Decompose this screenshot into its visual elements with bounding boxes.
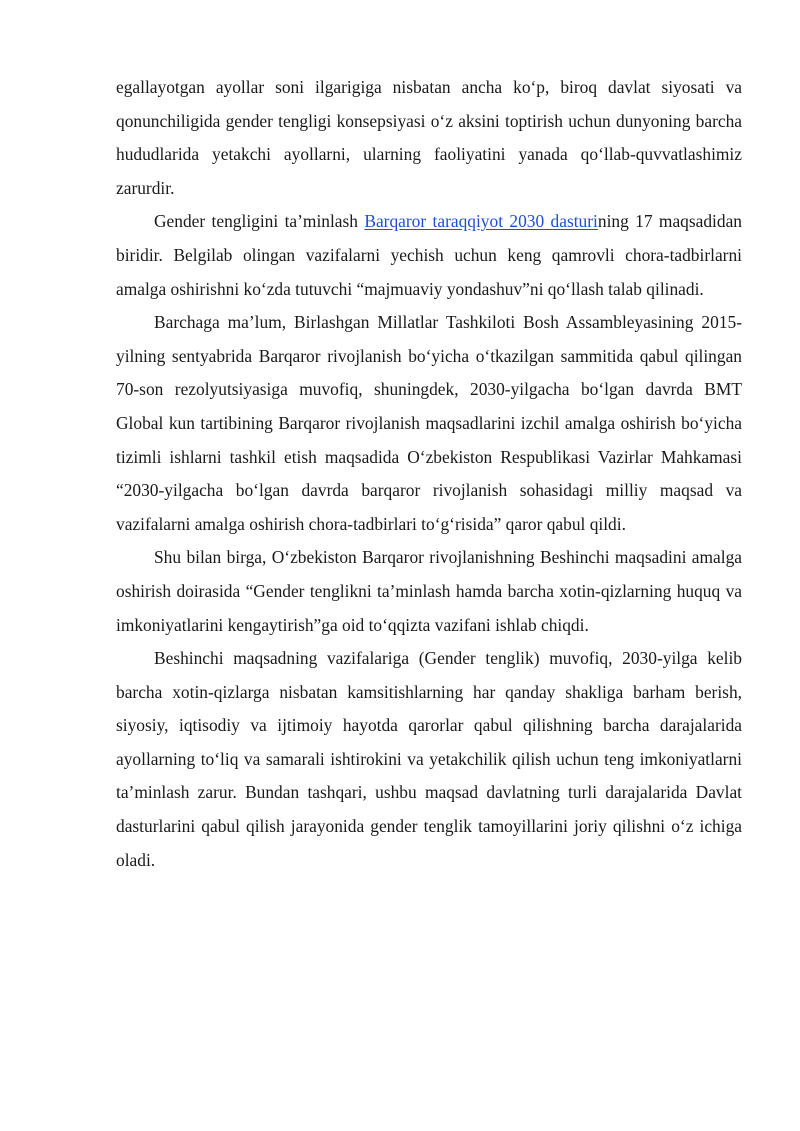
paragraph-2-tail: ning 17 maqsadidan biridir. Belgilab olingan vazifalarni yechish uchun keng qamrovli chora-tadbirlarni amalga oshirishni ko‘zda tutuvchi “majmuaviy yondashuv”ni qo‘llash talab qilinadi. bbox=[116, 211, 742, 299]
document-body bbox=[116, 71, 742, 877]
paragraph-3: Barchaga ma’lum, Birlashgan Millatlar Tashkiloti Bosh Assambleyasining 2015-yilning sentyabrida Barqaror rivojlanish bo‘yicha o‘tkazilgan sammitida qabul qilingan 70-son rezolyutsiyasiga muvofiq, shuningdek, 2030-yilgacha bo‘lgan davrda BMT Global kun tartibining Barqaror rivojlanish maqsadlarini izchil amalga oshirish bo‘yicha tizimli ishlarni tashkil etish maqsadida O‘zbekiston Respublikasi Vazirlar Mahkamasi “2030-yilgacha bo‘lgan davrda barqaror rivojlanish sohasidagi milliy maqsad va vazifalarni amalga oshirish chora-tadbirlari to‘g‘risida” qaror qabul qildi. bbox=[116, 312, 742, 534]
paragraph-2 bbox=[116, 205, 742, 306]
paragraph-1: egallayotgan ayollar soni ilgarigiga nisbatan ancha ko‘p, biroq davlat siyosati va qonunchiligida gender tengligi konsepsiyasi o‘z aksini toptirish uchun dunyoning barcha hududlarida yetakchi ayollarni, ularning faoliyatini yanada qo‘llab-quvvatlashimiz zarurdir. bbox=[116, 77, 742, 198]
paragraph-2-lead: Gender tengligini ta’minlash bbox=[154, 211, 365, 232]
paragraph-5: Beshinchi maqsadning vazifalariga (Gender tenglik) muvofiq, 2030-yilga kelib barcha xotin-qizlarga nisbatan kamsitishlarning har qanday shakliga barham berish, siyosiy, iqtisodiy va ijtimoiy hayotda qarorlar qabul qilishning barcha darajalarida ayollarning to‘liq va samarali ishtirokini va yetakchilik qilish uchun teng imkoniyatlarni ta’minlash zarur. Bundan tashqari, ushbu maqsad davlatning turli darajalarida Davlat dasturlarini qabul qilish jarayonida gender tenglik tamoyillarini joriy qilishni o‘z ichiga oladi. bbox=[116, 648, 742, 870]
paragraph-4: Shu bilan birga, O‘zbekiston Barqaror rivojlanishning Beshinchi maqsadini amalga oshirish doirasida “Gender tenglikni ta’minlash hamda barcha xotin-qizlarning huquq va imkoniyatlarini kengaytirish”ga oid to‘qqizta vazifani ishlab chiqdi. bbox=[116, 547, 742, 635]
sdg-2030-link[interactable]: Barqaror taraqqiyot 2030 dasturi bbox=[364, 211, 598, 232]
